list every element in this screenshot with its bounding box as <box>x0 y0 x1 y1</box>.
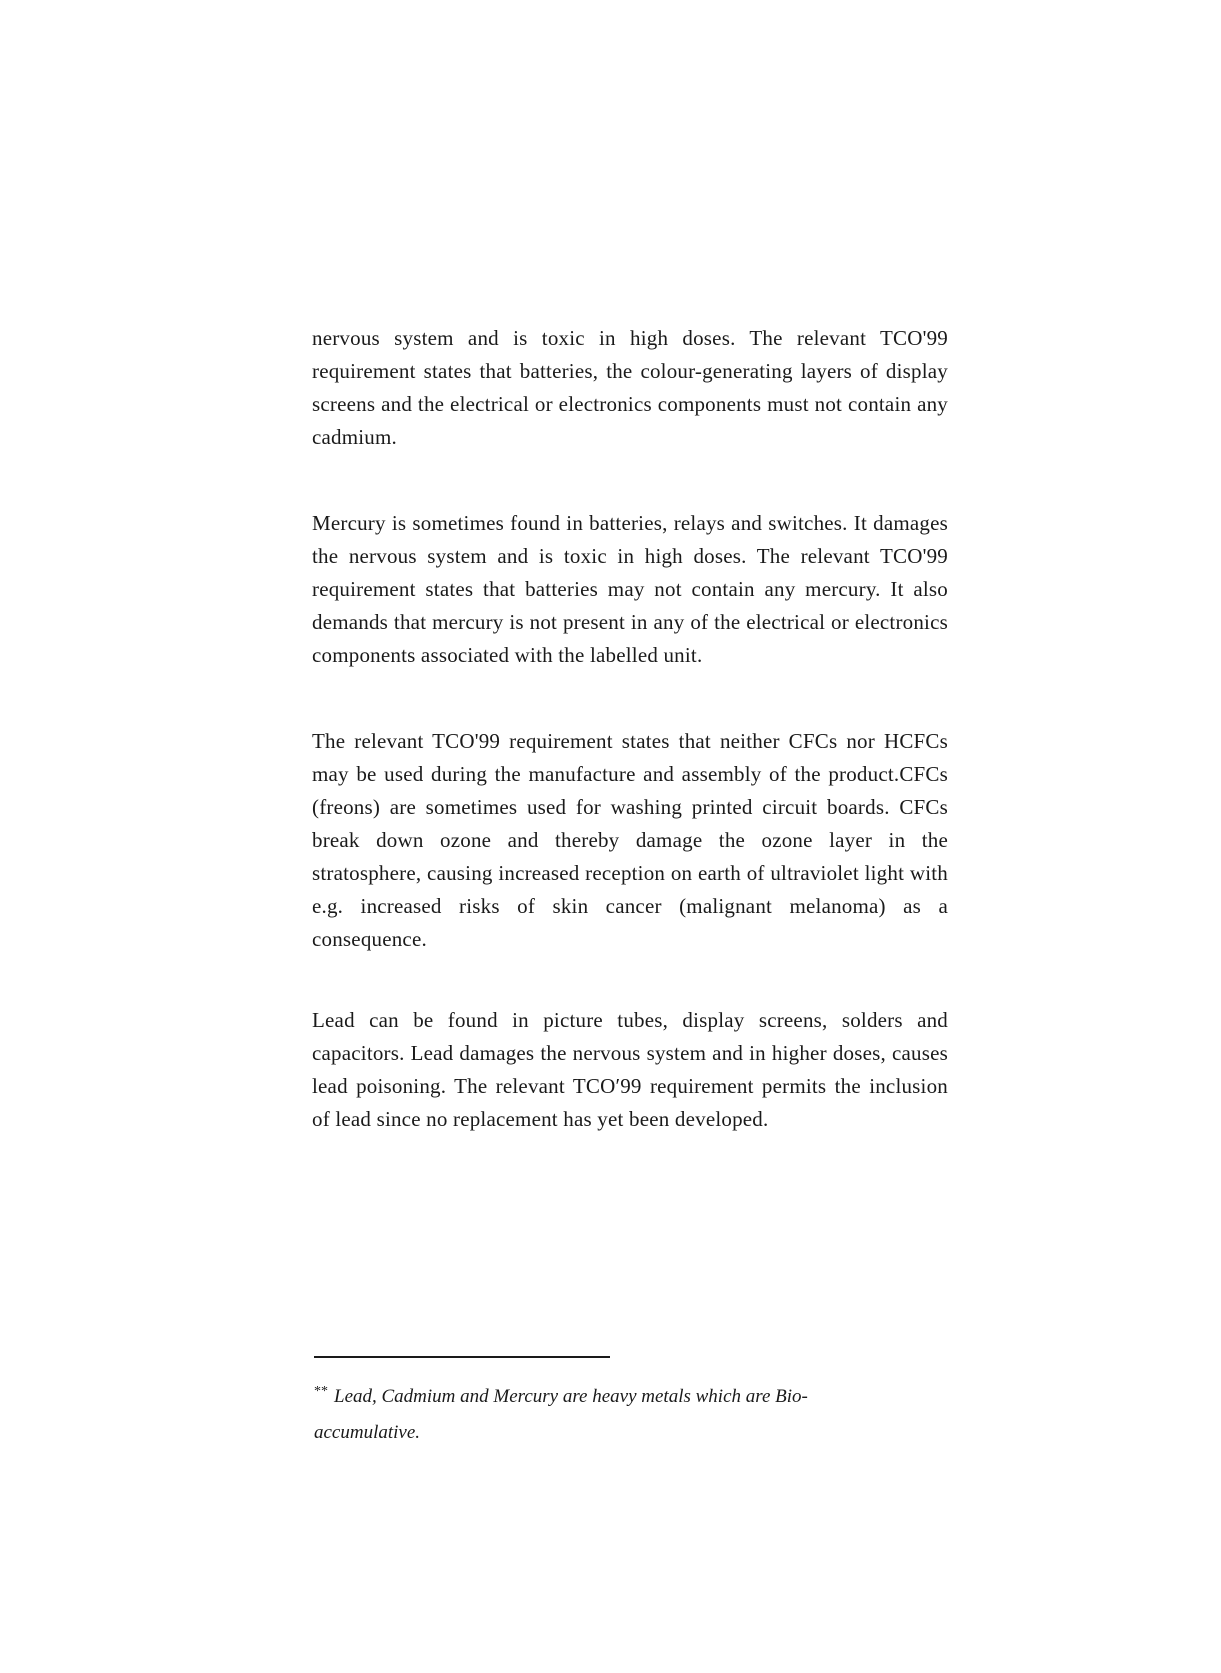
paragraph-lead: Lead can be found in picture tubes, display screens, solders and capacitors. Lead damages the nervous system and in higher doses, causes lead poisoning. The relevant TCO′99 requirement permits the inclusion of lead since no replacement has yet been developed. <box>312 1008 948 1131</box>
footnote-text: Lead, Cadmium and Mercury are heavy metals which are Bio-accumulative. <box>314 1386 808 1443</box>
paragraph-mercury: Mercury is sometimes found in batteries, relays and switches. It damages the nervous system and is toxic in high doses. The relevant TCO'99 requirement states that batteries may not contain any mercury. It also demands that mercury is not present in any of the electrical or electronics components associated with the labelled unit. <box>312 511 948 667</box>
footnote-divider <box>314 1356 610 1358</box>
footnote-marker: ** <box>314 1384 328 1399</box>
footnote <box>314 1374 874 1451</box>
paragraph-cfcs: The relevant TCO'99 requirement states that neither CFCs nor HCFCs may be used during the manufacture and assembly of the product.CFCs (freons) are sometimes used for washing printed circuit boards. CFCs break down ozone and thereby damage the ozone layer in the stratosphere, causing increased reception on earth of ultraviolet light with e.g. increased risks of skin cancer (malignant melanoma) as a consequence. <box>312 729 948 951</box>
paragraph-cadmium: nervous system and is toxic in high doses. The relevant TCO'99 requirement states that batteries, the colour-generating layers of display screens and the electrical or electronics components must not contain any cadmium. <box>312 326 948 449</box>
